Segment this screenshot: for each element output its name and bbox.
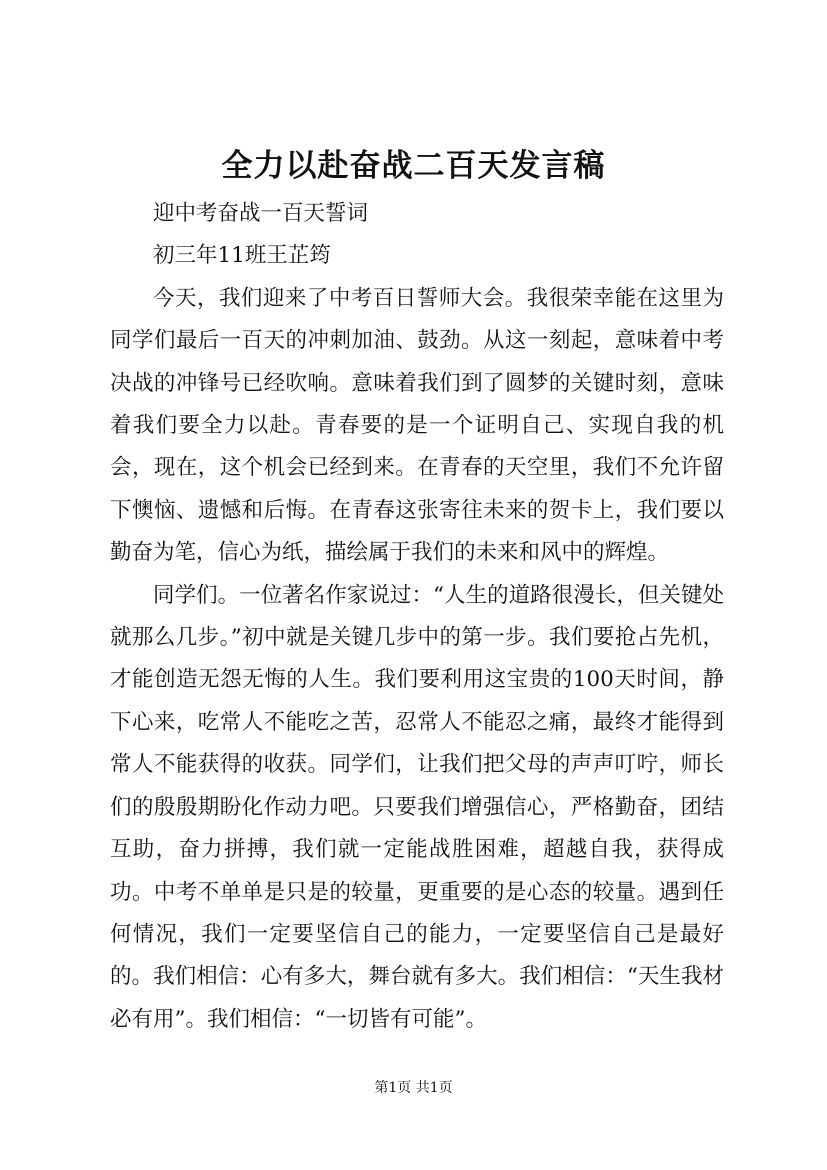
subtitle-line: 迎中考奋战一百天誓词 — [153, 201, 369, 226]
body-paragraph-2: 同学们。一位著名作家说过：“人生的道路很漫长，但关键处就那么几步。”初中就是关键几步中的第一步。我们要抢占先机，才能创造无怨无悔的人生。我们要利用这宝贵的100天时间，静下心来，吃常人不能吃之苦，忍常人不能忍之痛，最终才能得到常人不能获得的收获。同学们，让我们把父母的声声叮咛，师长们的殷殷期盼化作动力吧。只要我们增强信心，严格勤奋，团结互助，奋力拼搏，我们就一定能战胜困难，超越自我，获得成功。中考不单单是只是的较量，更重要的是心态的较量。遇到任何情况，我们一定要坚信自己的能力，一定要坚信自己是最好的。我们相信：心有多大，舞台就有多大。我们相信：“天生我材必有用”。我们相信：“一切皆有可能”。 — [110, 582, 724, 1032]
document-title: 全力以赴奋战二百天发言稿 — [221, 148, 606, 184]
document-body — [110, 193, 724, 1041]
body-paragraph-1: 今天，我们迎来了中考百日誓师大会。我很荣幸能在这里为同学们最后一百天的冲刺加油、鼓劲。从这一刻起，意味着中考决战的冲锋号已经吹响。意味着我们到了圆梦的关键时刻，意味着我们要全力以赴。青春要的是一个证明自己、实现自我的机会，现在，这个机会已经到来。在青春的天空里，我们不允许留下懊恼、遗憾和后悔。在青春这张寄往未来的贺卡上，我们要以勤奋为笔，信心为纸，描绘属于我们的未来和风中的辉煌。 — [110, 285, 724, 566]
author-line: 初三年11班王芷筠 — [153, 243, 331, 269]
page-footer: 第1页 共1页 — [374, 1080, 453, 1096]
